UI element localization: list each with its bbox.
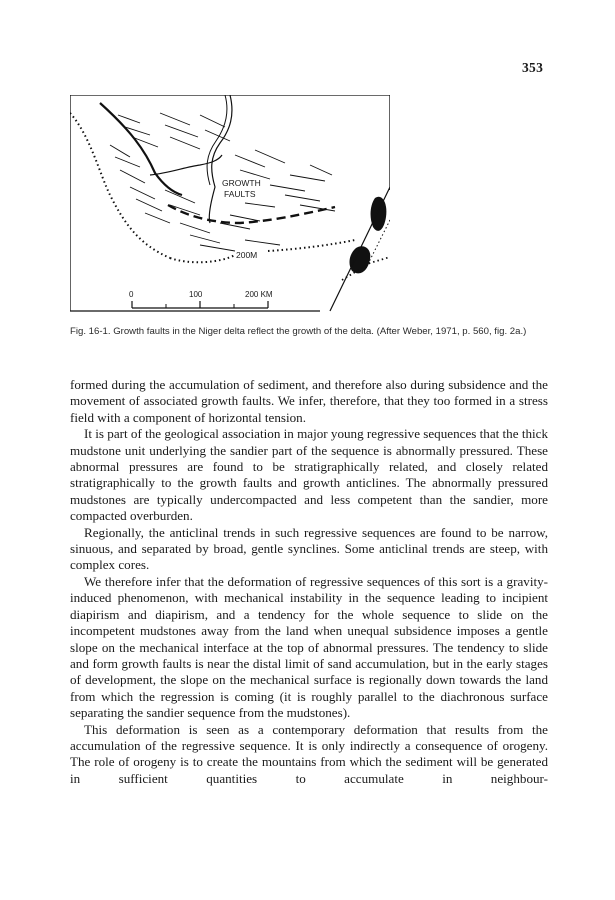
river-channel-east-inner — [207, 95, 227, 185]
page-number: 353 — [522, 60, 544, 75]
coast-line-east — [330, 187, 390, 311]
main-growth-fault — [168, 205, 335, 223]
growth-faults-map-figure — [70, 95, 390, 317]
niger-delta-map — [70, 95, 390, 317]
growth-label: GROWTH — [222, 178, 261, 188]
scale-bar — [129, 290, 273, 308]
scale-100-label: 100 — [189, 290, 203, 299]
figure-caption: Fig. 16-1. Growth faults in the Niger delta reflect the growth of the delta. (After Weber, 1971, p. 560, fig. 2a.) — [70, 326, 527, 337]
faults-label: FAULTS — [224, 189, 256, 199]
body-text — [70, 377, 548, 787]
shelf-edge-dots — [70, 113, 170, 258]
island-north — [371, 197, 387, 231]
contour-200m-east — [268, 240, 355, 251]
scale-200-label: 200 KM — [245, 290, 273, 299]
contour-200m-west — [170, 255, 235, 262]
paragraph-5: This deformation is seen as a contemporary deformation that results from the accumulation of the regressive sequence. It is only indirectly a consequence of orogeny. The role of orogeny is to create the mountains from which the sediment will be generated in sufficient quantities to accumulate in neighbour- — [70, 721, 548, 786]
paragraph-4: We therefore infer that the deformation of regressive sequences of this sort is a gravity-induced phenomenon, with mechanical instability in the sequence leading to incipient diapirism and diapirism, and a tendency for the whole sequence to slide on the incompetent mudstones away from the land when unequal subsidence imposes a gentle slope on the mechanical interface at the top of abnormal pressures. The tendency to slide and form growth faults is near the distal limit of sand accumulation, but in the early stages of development, the slope on the mechanical surface is regionally down towards the land from which the regression is coming (it is roughly parallel to the diachronous surface separating the sandier sequence from the mudstones). — [70, 573, 548, 721]
contour-label: 200M — [236, 250, 258, 260]
paragraph-2: It is part of the geological association in major young regressive sequences that the thick mudstone unit underlying the sandier part of the sequence is abnormally pressured. These abnormal pressures are found to be stratigraphically related, and closely related stratigraphically to the growth faults and growth anticlines. The abnormally pressured mudstones are typically undercompacted and less competent than the sandier, more compacted overburden. — [70, 426, 548, 524]
scale-0-label: 0 — [129, 290, 134, 299]
river-channel-east — [209, 95, 232, 223]
map-frame — [70, 95, 390, 190]
paragraph-3: Regionally, the anticlinal trends in such regressive sequences are found to be narrow, sinuous, and separated by broad, gentle synclines. Some anticlinal trends are steep, with complex cores. — [70, 524, 548, 573]
paragraph-1: formed during the accumulation of sediment, and therefore also during subsidence and the movement of associated growth faults. We infer, therefore, that they too formed in a stress field with a component of horizontal tension. — [70, 377, 548, 425]
